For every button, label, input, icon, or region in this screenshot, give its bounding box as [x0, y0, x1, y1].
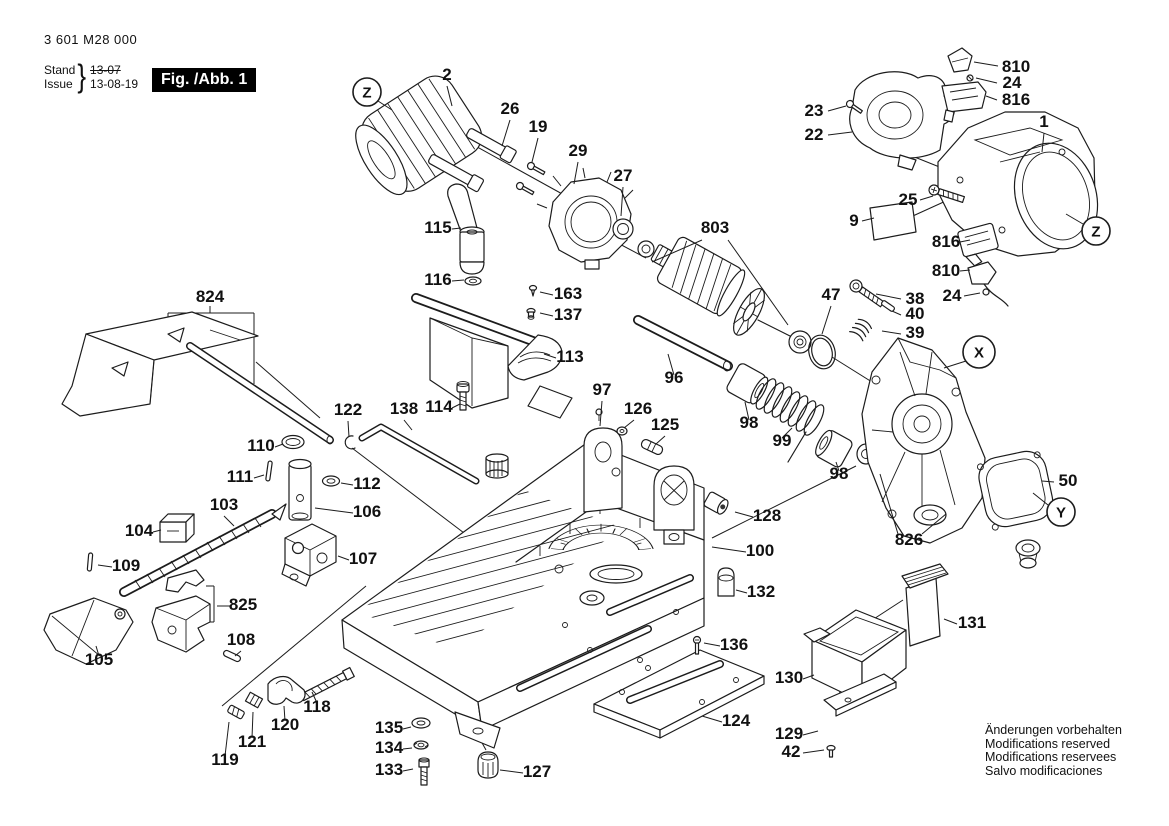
- pivot-pin: [289, 460, 311, 521]
- part-callout-129: 129: [774, 724, 804, 743]
- brush-screw: [526, 161, 546, 176]
- part-callout-1: 1: [1039, 112, 1049, 131]
- legal-note: Änderungen vorbehalten Modifications reserved Modifications reservees Salvo modificaciones: [985, 723, 1122, 778]
- adjust-screw-set: [848, 278, 896, 341]
- view-marker-X: X: [973, 344, 985, 362]
- leader-line: [224, 516, 234, 526]
- threaded-rod: [124, 504, 286, 592]
- clamp-assembly: [152, 570, 210, 652]
- part-callout-115: 115: [424, 218, 452, 237]
- brush-screw: [515, 181, 535, 196]
- part-callout-9: 9: [849, 211, 859, 230]
- leader-line: [275, 444, 283, 447]
- part-callout-121: 121: [237, 732, 267, 751]
- leader-line: [254, 475, 264, 478]
- stud: [227, 705, 245, 720]
- leader-line: [403, 727, 411, 729]
- leader-line: [502, 120, 510, 146]
- leader-line: [920, 196, 933, 200]
- part-callout-27: 27: [613, 166, 633, 185]
- bearing: [789, 331, 811, 353]
- pivot-upright: [584, 428, 622, 512]
- leader-line: [540, 313, 553, 316]
- leader-line: [803, 731, 818, 735]
- switch-parts-top: [942, 48, 986, 122]
- part-callout-126: 126: [623, 399, 653, 418]
- product-number: 3 601 M28 000: [44, 32, 138, 47]
- issue-label: Issue: [44, 76, 73, 91]
- part-callout-810: 810: [931, 261, 961, 280]
- leader-line: [404, 420, 412, 430]
- part-callout-116: 116: [424, 270, 452, 289]
- part-callout-23: 23: [804, 101, 824, 120]
- armature: [651, 235, 839, 372]
- bearing-small: [638, 241, 654, 257]
- leader-line: [822, 306, 831, 334]
- leader-line: [341, 483, 353, 485]
- leader-line: [624, 420, 634, 428]
- part-callout-103: 103: [209, 495, 239, 514]
- leader-line: [828, 106, 846, 111]
- part-callout-110: 110: [247, 436, 275, 455]
- part-callout-98: 98: [739, 413, 759, 432]
- part-callout-105: 105: [84, 650, 114, 669]
- hex-key: [362, 427, 476, 481]
- part-callout-97: 97: [592, 380, 612, 399]
- guard: [62, 312, 258, 416]
- leader-line: [656, 436, 665, 444]
- part-callout-132: 132: [746, 582, 776, 601]
- leader-line: [976, 78, 997, 83]
- part-callout-104: 104: [124, 521, 154, 540]
- part-callout-803: 803: [700, 218, 730, 237]
- washer: [323, 476, 340, 486]
- part-callout-824: 824: [195, 287, 225, 306]
- part-callout-100: 100: [745, 541, 775, 560]
- part-callout-112: 112: [353, 474, 381, 493]
- part-callout-163: 163: [553, 284, 583, 303]
- bushing: [703, 491, 730, 516]
- pin: [87, 553, 93, 571]
- pin: [266, 461, 273, 481]
- screw: [419, 758, 429, 785]
- tray-insert: [902, 564, 948, 646]
- nut: [245, 692, 262, 708]
- part-callout-130: 130: [774, 668, 804, 687]
- bearing: [613, 219, 633, 239]
- part-callout-29: 29: [568, 141, 588, 160]
- guard-rod: [190, 346, 333, 444]
- part-callout-42: 42: [781, 742, 801, 761]
- part-callout-26: 26: [500, 99, 520, 118]
- leader-line: [964, 293, 980, 296]
- part-callout-99: 99: [772, 431, 792, 450]
- gear-cover: [975, 448, 1056, 532]
- washer-small: [617, 427, 627, 435]
- part-callout-98: 98: [829, 464, 849, 483]
- block: [160, 514, 194, 542]
- rod: [638, 320, 731, 371]
- screw: [827, 746, 835, 758]
- leader-line: [944, 619, 957, 624]
- part-callout-128: 128: [752, 506, 782, 525]
- old-date: 13-07: [90, 62, 121, 77]
- part-callout-131: 131: [957, 613, 987, 632]
- pin: [223, 649, 242, 662]
- leader-line: [452, 404, 460, 408]
- leader-line: [704, 643, 720, 646]
- part-callout-816: 816: [931, 232, 961, 251]
- part-callout-24: 24: [942, 286, 962, 305]
- leader-line: [702, 716, 722, 722]
- gear-housing: [862, 338, 985, 543]
- part-callout-816: 816: [1001, 90, 1031, 109]
- figure-label: Fig. /Abb. 1: [152, 68, 256, 92]
- bracket: [282, 524, 336, 586]
- part-callout-22: 22: [804, 125, 824, 144]
- part-callout-134: 134: [374, 738, 404, 757]
- leader-line: [803, 750, 824, 753]
- leader-line: [348, 421, 349, 437]
- part-callout-120: 120: [270, 715, 300, 734]
- part-callout-111: 111: [226, 467, 254, 486]
- part-callout-133: 133: [374, 760, 404, 779]
- part-callout-136: 136: [719, 635, 749, 654]
- leader-line: [712, 547, 746, 552]
- part-callout-50: 50: [1058, 471, 1078, 490]
- tiny-nut: [527, 309, 535, 320]
- stand-label: Stand: [44, 62, 76, 77]
- leader-line: [735, 512, 753, 517]
- part-callout-40: 40: [905, 304, 925, 323]
- part-callout-135: 135: [374, 718, 404, 737]
- leader-line: [315, 508, 353, 513]
- leader-line: [500, 770, 523, 773]
- part-callout-114: 114: [425, 397, 453, 416]
- leader-line: [892, 311, 901, 315]
- spindle-bushing: [1016, 540, 1040, 568]
- leader-line: [403, 748, 412, 749]
- part-callout-109: 109: [111, 556, 141, 575]
- part-callout-47: 47: [821, 285, 841, 304]
- leader-line: [828, 132, 852, 135]
- leader-line: [944, 361, 966, 368]
- part-callout-124: 124: [721, 711, 751, 730]
- leader-line: [736, 590, 747, 593]
- part-callout-38: 38: [905, 289, 925, 308]
- cap: [718, 568, 734, 596]
- part-callout-113: 113: [556, 347, 584, 366]
- part-callout-127: 127: [522, 762, 552, 781]
- part-callout-25: 25: [898, 190, 918, 209]
- view-marker-Y: Y: [1055, 504, 1067, 522]
- brace-glyph: }: [77, 57, 87, 95]
- part-callout-108: 108: [226, 630, 256, 649]
- bushing: [812, 427, 854, 468]
- washer: [412, 718, 430, 728]
- knurled-cap: [486, 454, 508, 478]
- part-callout-810: 810: [1001, 57, 1031, 76]
- foot: [478, 752, 498, 778]
- part-callout-96: 96: [664, 368, 684, 387]
- part-callout-125: 125: [650, 415, 680, 434]
- part-callout-39: 39: [905, 323, 925, 342]
- lock-washer: [414, 741, 428, 749]
- view-marker-Z: Z: [362, 84, 372, 102]
- view-marker-Z: Z: [1091, 223, 1101, 241]
- part-callout-106: 106: [352, 502, 382, 521]
- part-callout-19: 19: [528, 117, 548, 136]
- o-ring: [282, 436, 304, 449]
- washer: [465, 277, 481, 285]
- motor-cover: [850, 72, 955, 170]
- clamp-shoe: [268, 677, 305, 705]
- c-clip: [345, 436, 355, 449]
- leader-line: [452, 280, 464, 281]
- leader-line: [532, 138, 538, 162]
- part-callout-107: 107: [348, 549, 378, 568]
- pin: [640, 438, 664, 455]
- part-callout-2: 2: [442, 65, 452, 84]
- part-callout-137: 137: [553, 305, 583, 324]
- part-callout-825: 825: [228, 595, 258, 614]
- part-callout-826: 826: [894, 530, 924, 549]
- part-callout-138: 138: [389, 399, 419, 418]
- leader-line: [540, 292, 553, 295]
- part-callout-119: 119: [211, 750, 239, 769]
- issue-date: 13-08-19: [90, 76, 139, 91]
- leader-line: [974, 62, 998, 66]
- leader-line: [986, 96, 997, 100]
- leader-line: [882, 331, 901, 334]
- part-callout-122: 122: [333, 400, 363, 419]
- tiny-screw: [530, 286, 537, 297]
- part-callout-24: 24: [1002, 73, 1022, 92]
- leader-line: [338, 556, 349, 560]
- leader-line: [403, 769, 413, 771]
- part-callout-118: 118: [303, 697, 331, 716]
- leader-line: [98, 565, 112, 567]
